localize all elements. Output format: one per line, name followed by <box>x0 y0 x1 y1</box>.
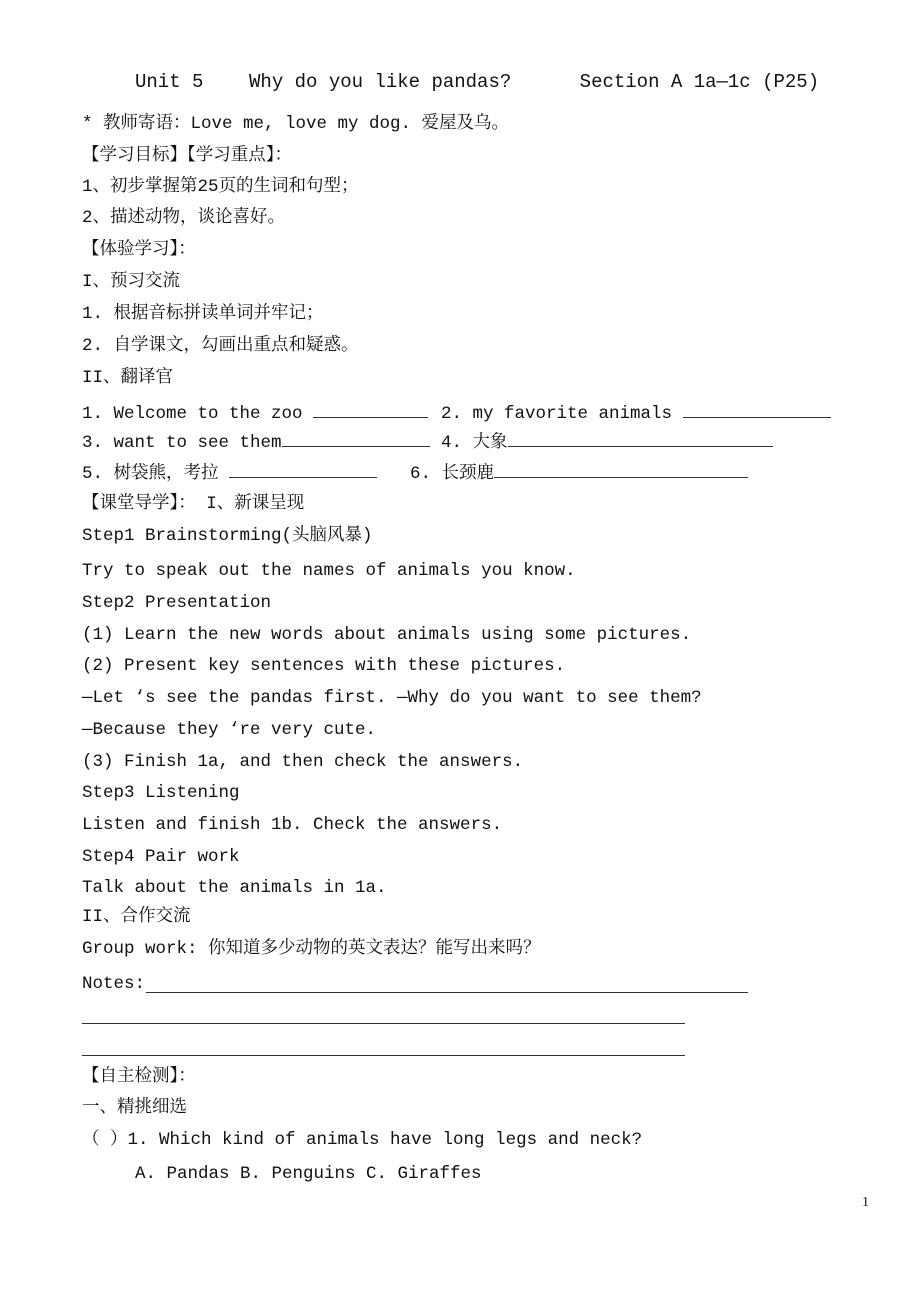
item-text: 1. Welcome to the zoo <box>82 404 314 424</box>
translate-item-4 <box>441 430 773 454</box>
document-title: Unit 5 Why do you like pandas? Section A 1a—1c (P25) <box>135 71 820 93</box>
translate-item-1 <box>82 401 428 425</box>
answer-blank[interactable] <box>282 430 430 447</box>
answer-blank[interactable] <box>494 461 748 478</box>
translate-item-2 <box>441 401 831 425</box>
question-1-options: A. Pandas B. Penguins C. Giraffes <box>135 1164 482 1184</box>
goal-1: 1、初步掌握第25页的生词和句型； <box>82 177 359 197</box>
step-line: (3) Finish 1a, and then check the answers. <box>82 752 524 772</box>
choice-heading: 一、精挑细选 <box>82 1098 187 1118</box>
preview-item-2: 2. 自学课文，勾画出重点和疑惑。 <box>82 336 359 356</box>
item-text: 3. want to see them <box>82 433 282 453</box>
page-number: 1 <box>862 1195 869 1210</box>
experience-heading: 【体验学习】： <box>82 240 196 260</box>
answer-blank[interactable] <box>229 461 377 478</box>
notes-line[interactable] <box>146 992 748 993</box>
answer-blank[interactable] <box>508 430 773 447</box>
goal-2: 2、描述动物，谈论喜好。 <box>82 208 286 228</box>
step-line: (2) Present key sentences with these pictures. <box>82 656 566 676</box>
step-line: Step2 Presentation <box>82 593 272 613</box>
step-line: Step4 Pair work <box>82 847 240 867</box>
step-line: (1) Learn the new words about animals using some pictures. <box>82 625 692 645</box>
translate-item-3 <box>82 430 430 454</box>
translate-item-6 <box>410 461 748 485</box>
question-1: （ ）1. Which kind of animals have long legs and neck? <box>82 1130 643 1150</box>
preview-heading: I、预习交流 <box>82 272 181 292</box>
step-line: Listen and finish 1b. Check the answers. <box>82 815 503 835</box>
notes-label: Notes: <box>82 974 146 994</box>
answer-blank[interactable] <box>313 401 428 418</box>
translate-heading: II、翻译官 <box>82 368 174 388</box>
preview-item-1: 1. 根据音标拼读单词并牢记； <box>82 304 324 324</box>
cooperation-heading: II、合作交流 <box>82 907 191 927</box>
notes-line[interactable] <box>82 1023 685 1024</box>
notes-line[interactable] <box>82 1055 685 1056</box>
step-line: Step1 Brainstorming(头脑风暴) <box>82 526 373 546</box>
group-work-prompt: Group work: 你知道多少动物的英文表达？能写出来吗？ <box>82 939 541 959</box>
self-check-heading: 【自主检测】： <box>82 1067 196 1087</box>
step-line: Talk about the animals in 1a. <box>82 878 387 898</box>
step-line: —Let ‘s see the pandas first. —Why do you want to see them? <box>82 688 702 708</box>
class-heading: 【课堂导学】： I、新课呈现 <box>82 494 305 514</box>
step-line: —Because they ‘re very cute. <box>82 720 377 740</box>
answer-blank[interactable] <box>683 401 831 418</box>
goals-heading: 【学习目标】【学习重点】： <box>82 146 292 166</box>
item-text: 6. 长颈鹿 <box>410 464 495 484</box>
step-line: Step3 Listening <box>82 783 240 803</box>
teacher-motto: * 教师寄语：Love me, love my dog. 爱屋及乌。 <box>82 114 510 134</box>
item-text: 5. 树袋熊，考拉 <box>82 464 230 484</box>
item-text: 4. 大象 <box>441 433 508 453</box>
item-text: 2. my favorite animals <box>441 404 683 424</box>
step-line: Try to speak out the names of animals you know. <box>82 561 576 581</box>
translate-item-5 <box>82 461 377 485</box>
